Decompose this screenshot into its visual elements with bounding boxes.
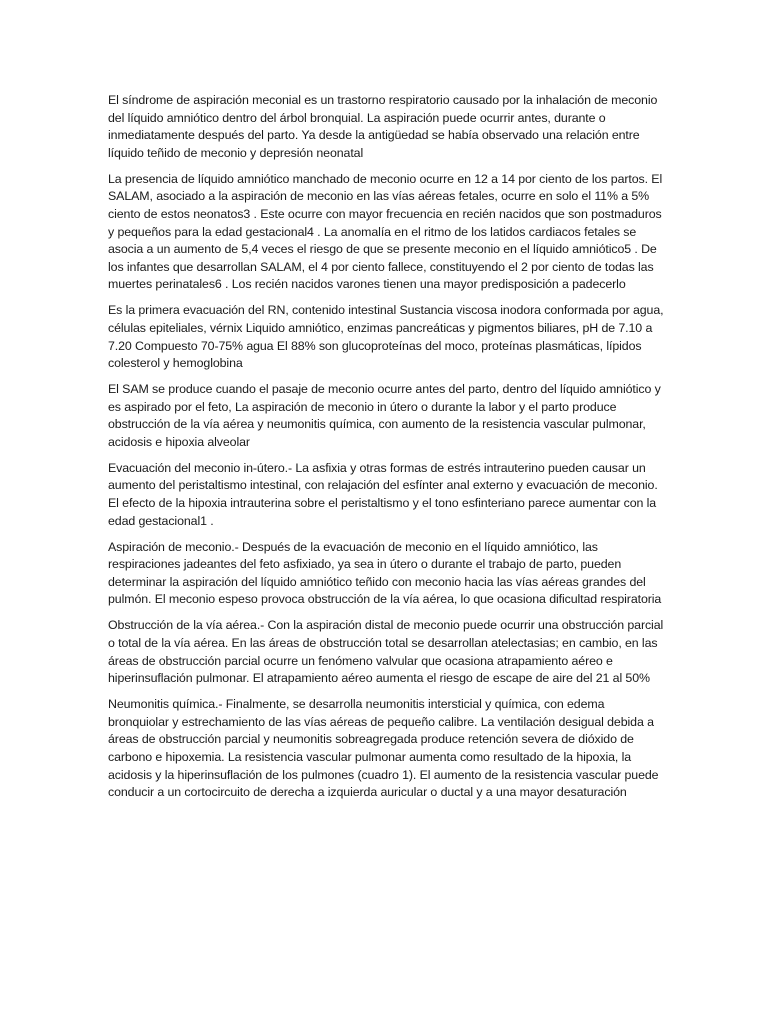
paragraph-incidence: La presencia de líquido amniótico manchado de meconio ocurre en 12 a 14 por ciento de los partos. El SALAM, asociado a la aspiración de meconio en las vías aéreas fetales, ocurre en solo el 11% a 5% ciento de estos neonatos3 . Este ocurre con mayor frecuencia en recién nacidos que son postmaduros y pequeños para la edad gestacional4 . La anomalía en el ritmo de los latidos cardiacos fetales se asocia a un aumento de 5,4 veces el riesgo de que se presente meconio en el líquido amniótico5 . De los infantes que desarrollan SALAM, el 4 por ciento fallece, constituyendo el 2 por ciento de todas las muertes perinatales6 . Los recién nacidos varones tienen una mayor predisposición a padecerlo	[108, 171, 663, 292]
paragraph-intro: El síndrome de aspiración meconial es un trastorno respiratorio causado por la inhalación de meconio del líquido amniótico dentro del árbol bronquial. La aspiración puede ocurrir antes, durante o inmediatamente después del parto. Ya desde la antigüedad se había observado una relación entre líquido teñido de meconio y depresión neonatal	[108, 93, 658, 160]
paragraph-chemical-pneumonitis: Neumonitis química.- Finalmente, se desarrolla neumonitis intersticial y química, con edema bronquiolar y estrechamiento de las vías aéreas de pequeño calibre. La ventilación desigual debida a áreas de obstrucción parcial y neumonitis sobreagregada produce retención severa de dióxido de carbono e hipoxemia. La resistencia vascular pulmonar aumenta como resultado de la hipoxia, la acidosis y la hiperinsuflación de los pulmones (cuadro 1). El aumento de la resistencia vascular puede conducir a un cortocircuito de derecha a izquierda auricular o ductal y a una mayor desaturación	[108, 697, 659, 800]
paragraph-in-utero-evacuation: Evacuación del meconio in-útero.- La asfixia y otras formas de estrés intrauterino pueden causar un aumento del peristaltismo intestinal, con relajación del esfínter anal externo y evacuación de meconio. El efecto de la hipoxia intrauterina sobre el peristaltismo y el tono esfinteriano parece aumentar con la edad gestacional1 .	[108, 460, 658, 528]
paragraph-sam-pathogenesis: El SAM se produce cuando el pasaje de meconio ocurre antes del parto, dentro del líquido amniótico y es aspirado por el feto, La aspiración de meconio in útero o durante la labor y el parto produce obstrucción de la vía aérea y neumonitis química, con aumento de la resistencia vascular pulmonar, acidosis e hipoxia alveolar	[108, 382, 661, 449]
paragraph-meconium-aspiration: Aspiración de meconio.- Después de la evacuación de meconio en el líquido amniótico, las respiraciones jadeantes del feto asfixiado, ya sea in útero o durante el trabajo de parto, pueden determinar la aspiración del líquido amniótico teñido con meconio hacia las vías aéreas grandes del pulmón. El meconio espeso provoca obstrucción de la vía aérea, lo que ocasiona dificultad respiratoria	[108, 539, 662, 607]
document-body	[108, 92, 668, 810]
paragraph-airway-obstruction: Obstrucción de la vía aérea.- Con la aspiración distal de meconio puede ocurrir una obstrucción parcial o total de la vía aérea. En las áreas de obstrucción total se desarrollan atelectasias; en cambio, en las áreas de obstrucción parcial ocurre un fenómeno valvular que ocasiona atrapamiento aéreo e hiperinsuflación pulmonar. El atrapamiento aéreo aumenta el riesgo de escape de aire del 21 al 50%	[108, 618, 664, 686]
paragraph-meconium-definition: Es la primera evacuación del RN, contenido intestinal Sustancia viscosa inodora conformada por agua, células epiteliales, vérnix Liquido amniótico, enzimas pancreáticas y pigmentos biliares, pH de 7.10 a 7.20 Compuesto 70-75% agua El 88% son glucoproteínas del moco, proteínas plasmáticas, lípidos colesterol y hemoglobina	[108, 303, 664, 371]
